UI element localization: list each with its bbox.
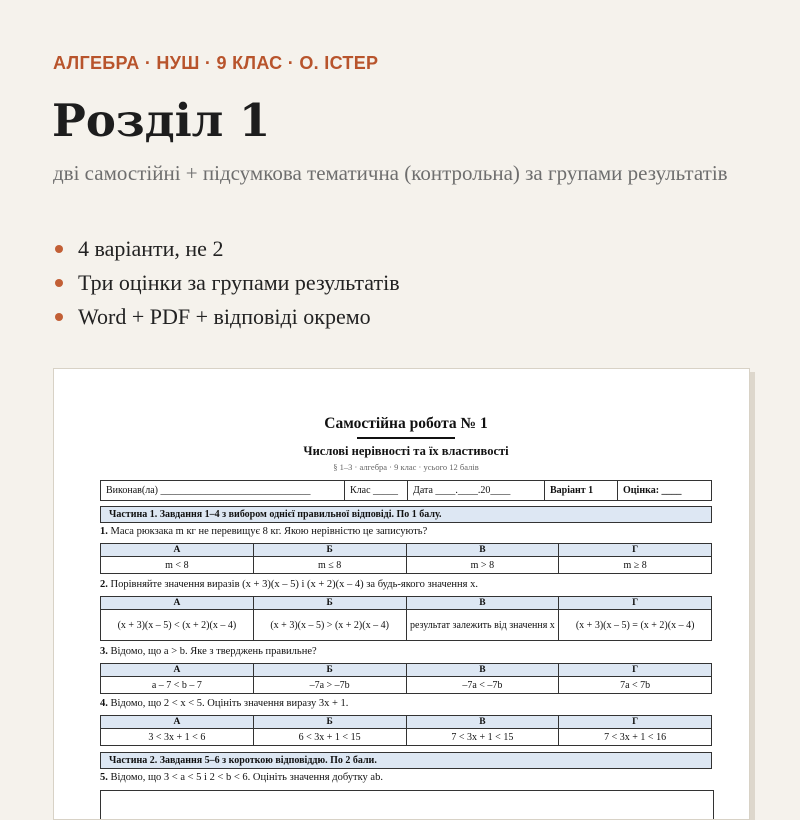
answer-option: результат залежить від значення x	[406, 610, 559, 641]
option-letter: А	[101, 597, 254, 610]
answer-table-1	[100, 543, 712, 574]
option-letter: Б	[253, 597, 406, 610]
variant-label: Варіант 1	[545, 481, 618, 501]
question-text: Відомо, що a > b. Яке з тверджень правильне?	[110, 646, 317, 657]
question-number: 5.	[100, 772, 108, 783]
question-text: Відомо, що 3 < a < 5 і 2 < b < 6. Оцініть значення добутку ab.	[110, 772, 383, 783]
answer-option: a – 7 < b – 7	[101, 677, 254, 694]
answer-option: 7 < 3x + 1 < 15	[406, 729, 559, 746]
question-text: Порівняйте значення виразів (x + 3)(x – 5) і (x + 2)(x – 4) за будь-якого значення x.	[110, 579, 478, 590]
question-1	[100, 526, 712, 537]
option-letter: Г	[559, 664, 712, 677]
option-letter: Г	[559, 597, 712, 610]
question-number: 3.	[100, 646, 108, 657]
page-title: Розділ 1	[52, 94, 271, 147]
question-2	[100, 579, 712, 590]
feature-text: Word + PDF + відповіді окремо	[78, 304, 371, 329]
answer-option: m > 8	[406, 557, 559, 574]
answer-option: 6 < 3x + 1 < 15	[253, 729, 406, 746]
question-4	[100, 698, 712, 709]
part-2-heading: Частина 2. Завдання 5–6 з короткою відповіддю. По 2 бали.	[100, 752, 712, 769]
page-subtitle: дві самостійні + підсумкова тематична (контрольна) за групами результатів	[53, 161, 728, 185]
feature-text: 4 варіанти, не 2	[78, 236, 224, 261]
part-1-heading: Частина 1. Завдання 1–4 з вибором однієї правильної відповіді. По 1 балу.	[100, 506, 712, 523]
answer-option: 7 < 3x + 1 < 16	[559, 729, 712, 746]
answer-option: 3 < 3x + 1 < 6	[101, 729, 254, 746]
option-letter: Б	[253, 664, 406, 677]
answer-option: (x + 3)(x – 5) = (x + 2)(x – 4)	[559, 610, 712, 641]
grade-field: Оцінка: ____	[618, 481, 712, 501]
option-letter: В	[406, 597, 559, 610]
option-letter: В	[406, 544, 559, 557]
answer-option: (x + 3)(x – 5) < (x + 2)(x – 4)	[101, 610, 254, 641]
option-letter: Б	[253, 716, 406, 729]
title-underline	[357, 437, 455, 439]
class-field: Клас _____	[345, 481, 408, 501]
feature-item	[53, 232, 400, 266]
answer-box	[100, 790, 714, 820]
performer-field: Виконав(ла) ______________________________	[101, 481, 345, 501]
option-letter: А	[101, 544, 254, 557]
answer-table-3	[100, 663, 712, 694]
bullet-dot-icon	[55, 313, 63, 321]
answer-option: –7a > –7b	[253, 677, 406, 694]
answer-option: –7a < –7b	[406, 677, 559, 694]
option-letter: Г	[559, 544, 712, 557]
question-text: Маса рюкзака m кг не перевищує 8 кг. Якою нерівністю це записують?	[110, 526, 428, 537]
option-letter: А	[101, 716, 254, 729]
question-5	[100, 772, 712, 783]
worksheet-preview	[53, 368, 750, 820]
question-number: 2.	[100, 579, 108, 590]
answer-option: (x + 3)(x – 5) > (x + 2)(x – 4)	[253, 610, 406, 641]
eyebrow: АЛГЕБРА · НУШ · 9 КЛАС · О. ІСТЕР	[53, 53, 379, 73]
option-letter: Г	[559, 716, 712, 729]
worksheet-meta: § 1–3 · алгебра · 9 клас · усього 12 балів	[333, 462, 479, 472]
answer-option: m ≥ 8	[559, 557, 712, 574]
bullet-dot-icon	[55, 279, 63, 287]
worksheet-topic: Числові нерівності та їх властивості	[303, 444, 509, 458]
feature-item	[53, 300, 400, 334]
option-letter: В	[406, 664, 559, 677]
worksheet-title: Самостійна робота № 1	[324, 415, 488, 432]
answer-table-2	[100, 596, 712, 641]
option-letter: В	[406, 716, 559, 729]
option-letter: А	[101, 664, 254, 677]
bullet-dot-icon	[55, 245, 63, 253]
question-number: 1.	[100, 526, 108, 537]
option-letter: Б	[253, 544, 406, 557]
feature-list	[53, 232, 400, 334]
question-3	[100, 646, 712, 657]
answer-option: m < 8	[101, 557, 254, 574]
answer-table-4	[100, 715, 712, 746]
feature-item	[53, 266, 400, 300]
question-text: Відомо, що 2 < x < 5. Оцініть значення виразу 3x + 1.	[110, 698, 349, 709]
answer-option: m ≤ 8	[253, 557, 406, 574]
answer-option: 7a < 7b	[559, 677, 712, 694]
question-number: 4.	[100, 698, 108, 709]
student-info-table	[100, 480, 712, 501]
feature-text: Три оцінки за групами результатів	[78, 270, 400, 295]
date-field: Дата ____.____.20____	[408, 481, 545, 501]
